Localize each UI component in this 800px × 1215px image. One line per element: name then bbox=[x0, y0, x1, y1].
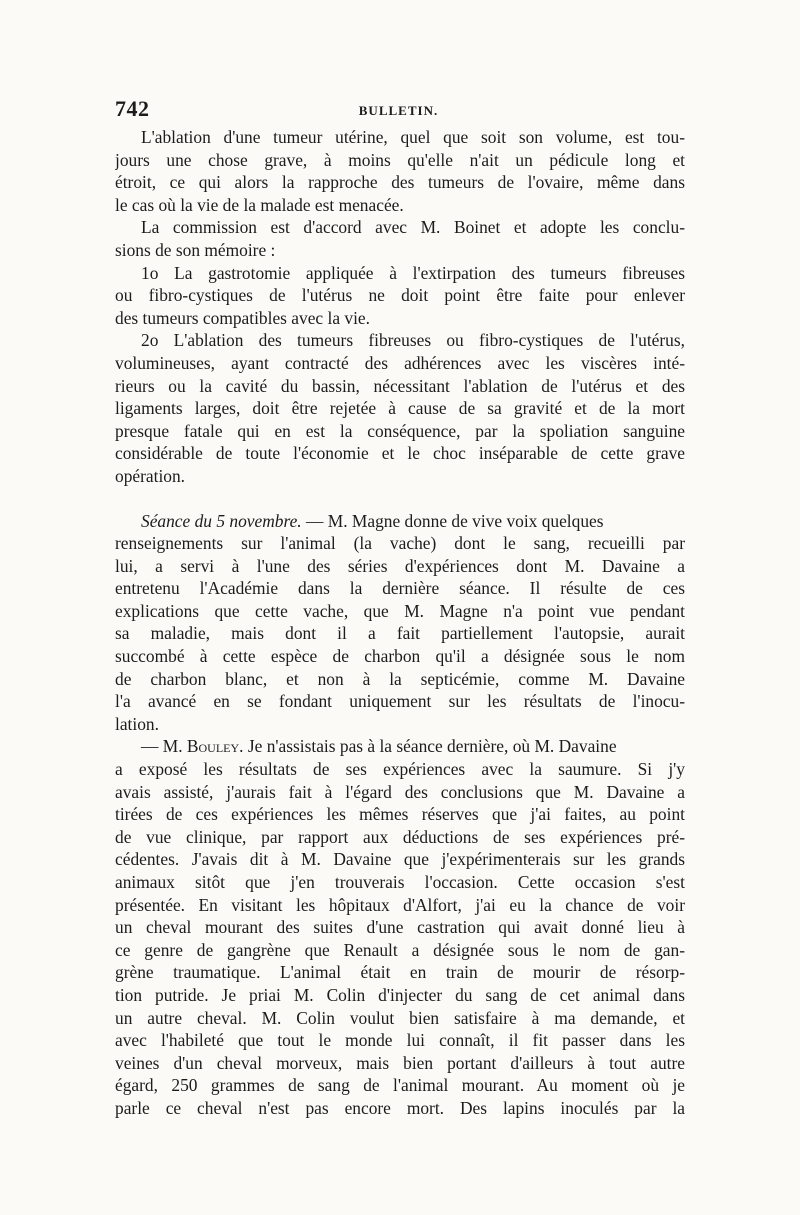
text-line: 1o La gastrotomie appliquée à l'extirpation des tumeurs fibreuses bbox=[141, 262, 685, 283]
text-run: Je n'assistais pas à la séance dernière, où M. Davaine bbox=[243, 736, 617, 757]
session-date: Séance du 5 novembre. bbox=[141, 510, 302, 531]
text-line: de charbon blanc, et non à la septicémie, comme M. Davaine bbox=[115, 668, 685, 689]
body-text bbox=[115, 126, 685, 1120]
text-line: l'a avancé en se fondant uniquement sur les résultats de l'inocu- bbox=[115, 691, 685, 712]
paragraph-gap bbox=[115, 488, 685, 510]
text-line: jours une chose grave, à moins qu'elle n'ait un pédicule long et bbox=[115, 149, 685, 170]
text-line bbox=[115, 510, 685, 533]
page-header bbox=[115, 96, 682, 124]
text-line: un cheval mourant des suites d'une castration qui avait donné lieu à bbox=[115, 917, 685, 938]
text-line: renseignements sur l'animal (la vache) dont le sang, recueilli par bbox=[115, 533, 685, 554]
text-line: le cas où la vie de la malade est menacée. bbox=[115, 194, 404, 215]
text-line: étroit, ce qui alors la rapproche des tumeurs de l'ovaire, même dans bbox=[115, 172, 685, 193]
text-line: ligaments larges, doit être rejetée à cause de sa gravité et de la mort bbox=[115, 398, 685, 419]
text-line: avais assisté, j'aurais fait à l'égard des conclusions que M. Davaine a bbox=[115, 781, 685, 802]
text-line: opération. bbox=[115, 465, 186, 486]
text-line: animaux sitôt que j'en trouverais l'occasion. Cette occasion s'est bbox=[115, 872, 685, 892]
text-line: entretenu l'Académie dans la dernière séance. Il résulte de ces bbox=[115, 578, 685, 599]
text-line: sions de son mémoire : bbox=[115, 239, 276, 260]
text-line: ou fibro-cystiques de l'utérus ne doit point être faite pour enlever bbox=[115, 285, 685, 306]
text-line: tirées de ces expériences les mêmes réserves que j'ai faites, au point bbox=[115, 804, 685, 825]
text-line: lation. bbox=[115, 713, 159, 734]
text-line: lui, a servi à l'une des séries d'expériences dont M. Davaine a bbox=[115, 555, 685, 576]
text-line: cédentes. J'avais dit à M. Davaine que j'expérimenterais sur les grands bbox=[115, 849, 685, 870]
text-line: tion putride. Je priai M. Colin d'injecter du sang de cet animal dans bbox=[115, 984, 685, 1005]
text-line: volumineuses, ayant contracté des adhérences avec les viscères inté- bbox=[115, 352, 685, 373]
text-line: parle ce cheval n'est pas encore mort. Des lapins inoculés par la bbox=[115, 1097, 685, 1118]
text-line: sa maladie, mais dont il a fait partiellement l'autopsie, aurait bbox=[115, 623, 685, 644]
text-line: considérable de toute l'économie et le choc inséparable de cette grave bbox=[115, 443, 685, 464]
running-head: BULLETIN. bbox=[358, 103, 439, 118]
text-line bbox=[115, 735, 685, 758]
text-line: rieurs ou la cavité du bassin, nécessitant l'ablation de l'utérus et des bbox=[115, 375, 685, 396]
text-line: veines d'un cheval morveux, mais bien portant d'ailleurs à tout autre bbox=[115, 1052, 685, 1073]
text-line: avec l'habileté que tout le monde lui connaît, il fit passer dans les bbox=[115, 1030, 685, 1051]
text-line: a exposé les résultats de ses expériences avec la saumure. Si j'y bbox=[115, 759, 685, 780]
text-line: L'ablation d'une tumeur utérine, quel que soit son volume, est tou- bbox=[141, 127, 685, 147]
text-line: 2o L'ablation des tumeurs fibreuses ou fibro-cystiques de l'utérus, bbox=[141, 330, 685, 351]
speaker-name: — M. Bouley. bbox=[141, 736, 244, 757]
text-line: des tumeurs compatibles avec la vie. bbox=[115, 307, 370, 328]
text-line: présentée. En visitant les hôpitaux d'Alfort, j'ai eu la chance de voir bbox=[115, 894, 685, 915]
text-line: grène traumatique. L'animal était en train de mourir de résorp- bbox=[115, 962, 685, 983]
text-line: un autre cheval. M. Colin voulut bien satisfaire à ma demande, et bbox=[115, 1007, 685, 1028]
text-line: égard, 250 grammes de sang de l'animal mourant. Au moment où je bbox=[115, 1075, 685, 1096]
text-run: — M. Magne donne de vive voix quelques bbox=[301, 510, 604, 531]
page-number: 742 bbox=[115, 96, 150, 121]
text-line: presque fatale qui en est la conséquence, par la spoliation sanguine bbox=[115, 420, 685, 441]
text-line: explications que cette vache, que M. Magne n'a point vue pendant bbox=[115, 600, 685, 621]
text-line: de vue clinique, par rapport aux déductions de ses expériences pré- bbox=[115, 826, 685, 847]
text-line: La commission est d'accord avec M. Boinet et adopte les conclu- bbox=[141, 217, 685, 238]
text-line: succombé à cette espèce de charbon qu'il a désignée sous le nom bbox=[115, 646, 685, 667]
text-line: ce genre de gangrène que Renault a désignée sous le nom de gan- bbox=[115, 939, 685, 960]
